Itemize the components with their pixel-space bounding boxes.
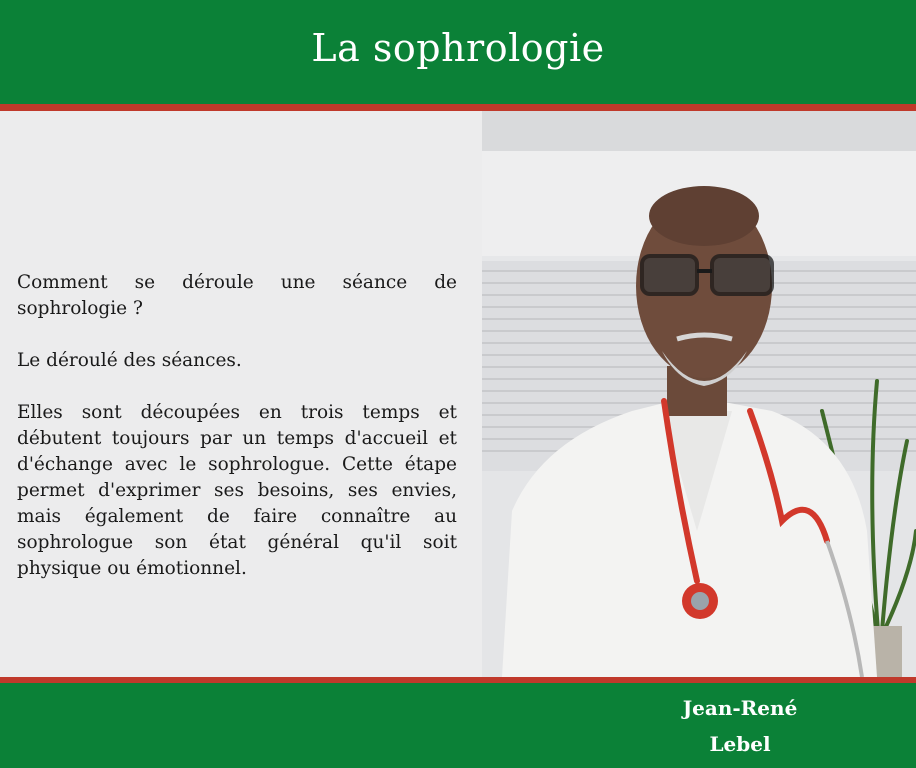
portrait-photo	[482, 111, 916, 677]
author-first-name: Jean-René	[682, 696, 798, 720]
page-title: La sophrologie	[311, 26, 605, 70]
top-divider	[0, 104, 916, 111]
author-last-name: Lebel	[709, 732, 771, 756]
description-paragraph: Elles sont découpées en trois temps et débutent toujours par un temps d'accueil et d'échange avec le sophrologue. Cette étape permet d'exprimer ses besoins, ses envies, mais également de faire connaître au sophrologue son état général qu'il soit physique ou émotionnel.	[17, 402, 457, 579]
question-text: Comment se déroule une séance de sophrologie ?	[17, 272, 457, 319]
subheading-text: Le déroulé des séances.	[17, 350, 242, 371]
text-body	[17, 270, 457, 582]
portrait-illustration	[482, 111, 916, 677]
author-name	[640, 690, 840, 762]
header-banner	[0, 0, 916, 104]
